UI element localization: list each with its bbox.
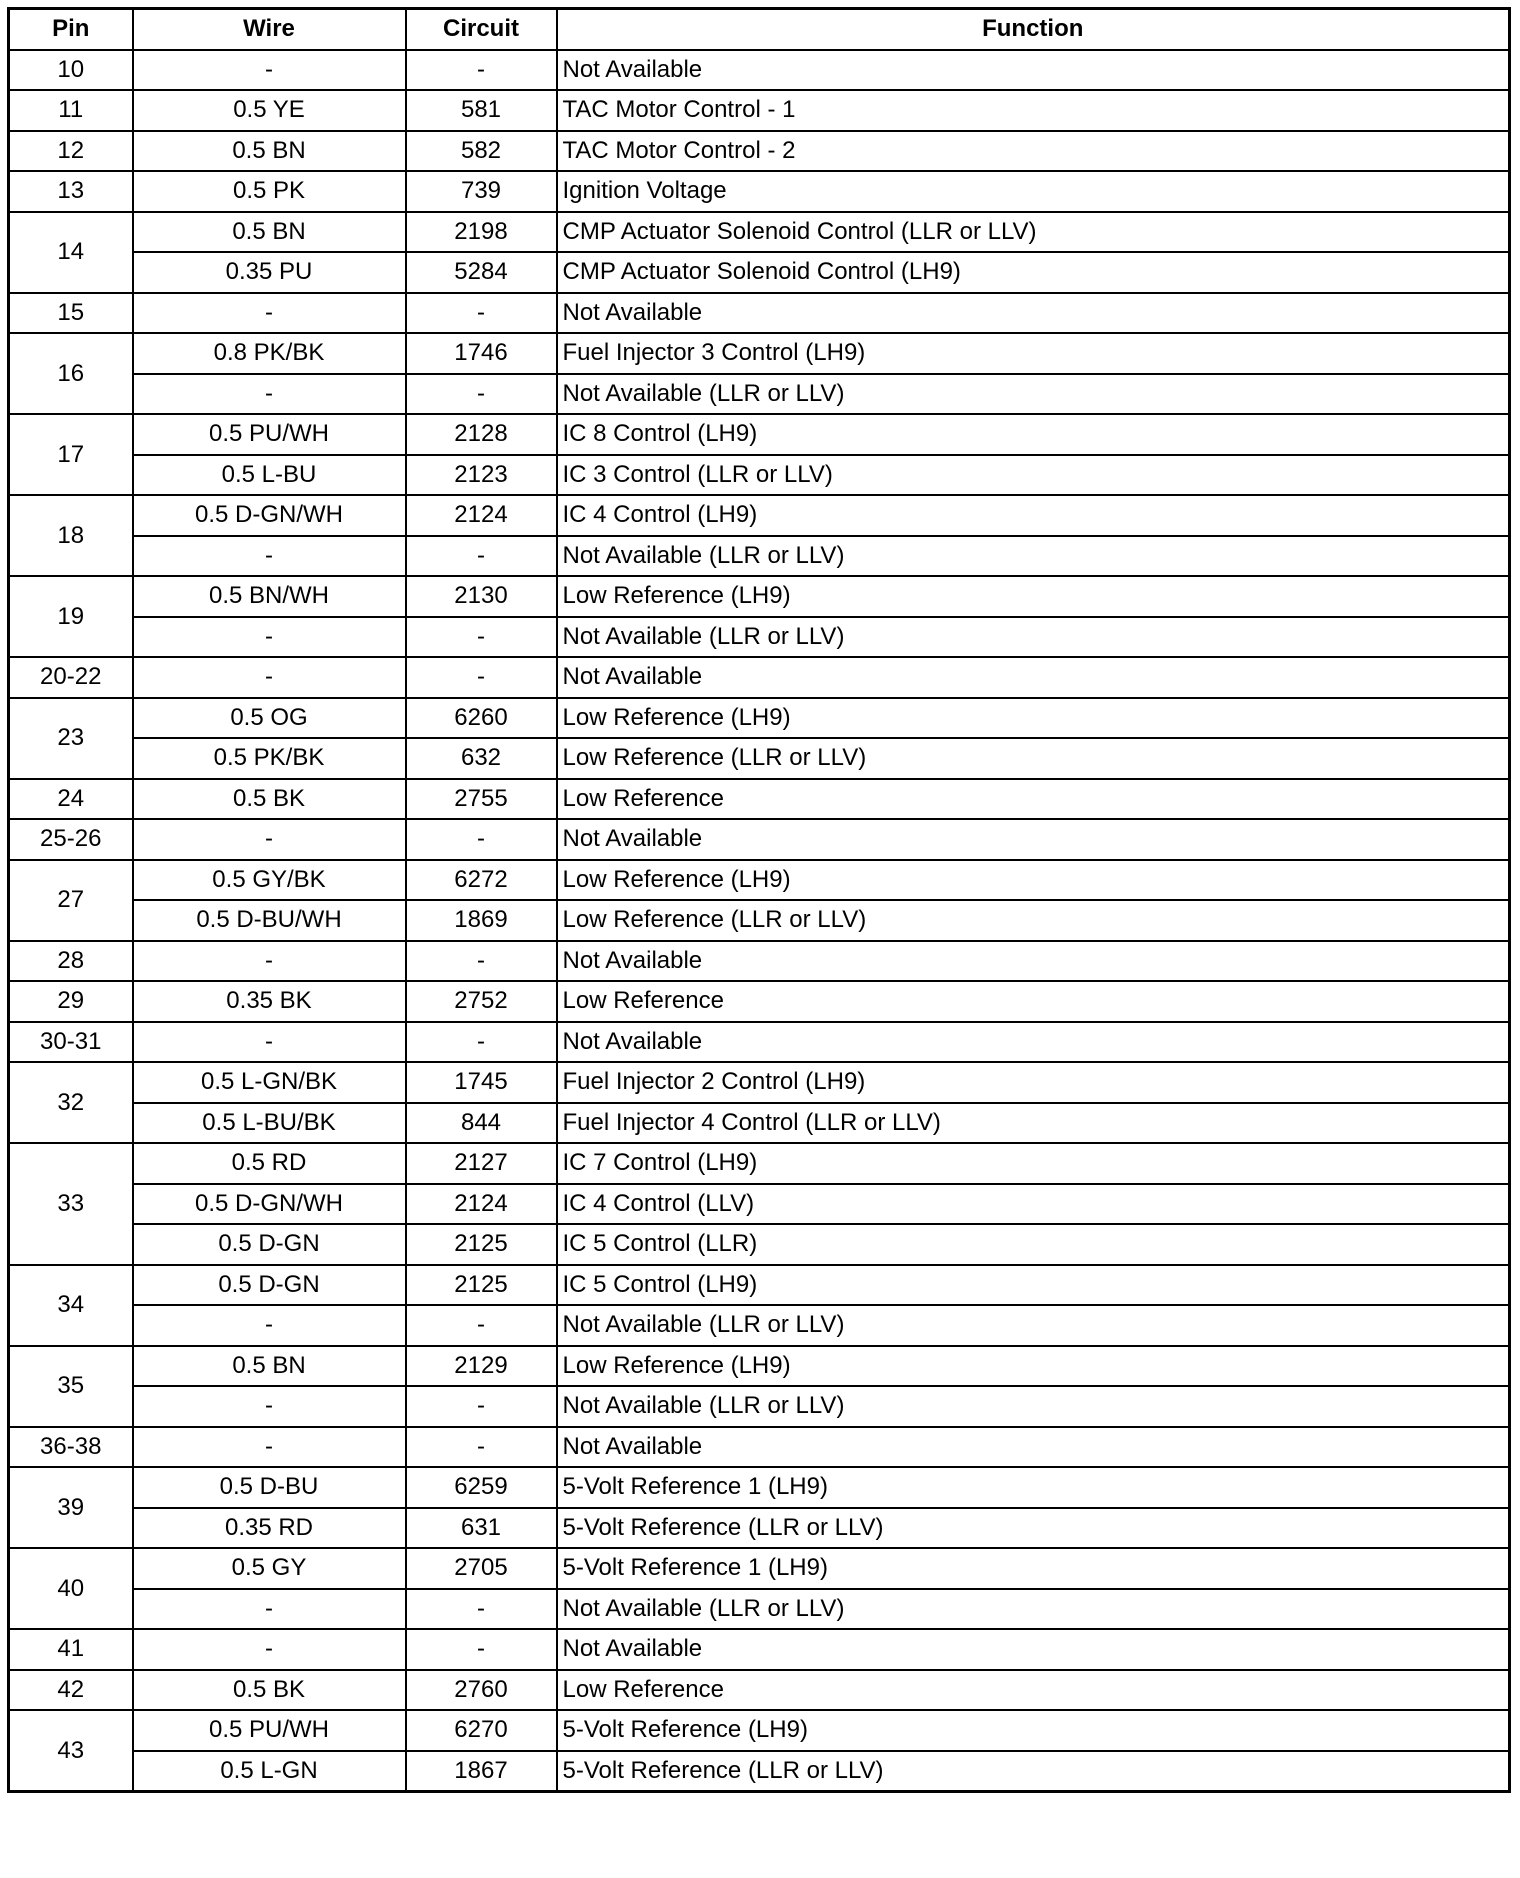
header-pin: Pin: [9, 9, 133, 50]
circuit-cell: 2129: [406, 1346, 557, 1387]
table-row: [9, 698, 1510, 739]
table-row: [9, 1346, 1510, 1387]
pin-cell: 24: [9, 779, 133, 820]
table-row: [9, 779, 1510, 820]
wire-cell: 0.5 BK: [133, 779, 406, 820]
circuit-cell: -: [406, 617, 557, 658]
wire-cell: -: [133, 1305, 406, 1346]
circuit-cell: -: [406, 50, 557, 91]
wire-cell: -: [133, 1427, 406, 1468]
pin-cell: 30-31: [9, 1022, 133, 1063]
function-cell: 5-Volt Reference (LLR or LLV): [557, 1751, 1510, 1792]
circuit-cell: 5284: [406, 252, 557, 293]
pin-cell: 10: [9, 50, 133, 91]
header-row: [9, 9, 1510, 50]
table-row: [9, 1062, 1510, 1103]
function-cell: Not Available (LLR or LLV): [557, 1305, 1510, 1346]
wire-cell: -: [133, 50, 406, 91]
wire-cell: 0.8 PK/BK: [133, 333, 406, 374]
function-cell: CMP Actuator Solenoid Control (LLR or LLV): [557, 212, 1510, 253]
table-row: [9, 333, 1510, 374]
table-row: [9, 1710, 1510, 1751]
function-cell: Not Available (LLR or LLV): [557, 1589, 1510, 1630]
table-row: [9, 738, 1510, 779]
function-cell: IC 4 Control (LH9): [557, 495, 1510, 536]
pin-cell: 33: [9, 1143, 133, 1265]
circuit-cell: -: [406, 1022, 557, 1063]
pin-cell: 12: [9, 131, 133, 172]
pin-cell: 15: [9, 293, 133, 334]
circuit-cell: -: [406, 374, 557, 415]
function-cell: Low Reference (LLR or LLV): [557, 900, 1510, 941]
wire-cell: 0.5 L-GN: [133, 1751, 406, 1792]
pin-cell: 20-22: [9, 657, 133, 698]
wire-cell: 0.5 BN/WH: [133, 576, 406, 617]
circuit-cell: -: [406, 1629, 557, 1670]
wire-cell: 0.5 L-GN/BK: [133, 1062, 406, 1103]
pin-cell: 28: [9, 941, 133, 982]
circuit-cell: -: [406, 941, 557, 982]
wire-cell: 0.5 PK: [133, 171, 406, 212]
circuit-cell: 6259: [406, 1467, 557, 1508]
wire-cell: -: [133, 819, 406, 860]
wire-cell: -: [133, 1386, 406, 1427]
table-row: [9, 1224, 1510, 1265]
pin-cell: 16: [9, 333, 133, 414]
pin-cell: 14: [9, 212, 133, 293]
table-row: [9, 1467, 1510, 1508]
table-row: [9, 1629, 1510, 1670]
table-row: [9, 576, 1510, 617]
pin-cell: 40: [9, 1548, 133, 1629]
function-cell: TAC Motor Control - 1: [557, 90, 1510, 131]
wire-cell: -: [133, 1022, 406, 1063]
wire-cell: -: [133, 941, 406, 982]
function-cell: IC 5 Control (LH9): [557, 1265, 1510, 1306]
circuit-cell: 632: [406, 738, 557, 779]
table-row: [9, 1589, 1510, 1630]
pin-cell: 18: [9, 495, 133, 576]
table-row: [9, 1305, 1510, 1346]
pin-table: [7, 7, 1511, 1793]
circuit-cell: 2125: [406, 1265, 557, 1306]
table-row: [9, 50, 1510, 91]
circuit-cell: 739: [406, 171, 557, 212]
header-circuit: Circuit: [406, 9, 557, 50]
wire-cell: 0.5 BN: [133, 131, 406, 172]
wire-cell: 0.5 PU/WH: [133, 1710, 406, 1751]
circuit-cell: 1745: [406, 1062, 557, 1103]
function-cell: Low Reference (LH9): [557, 860, 1510, 901]
wire-cell: -: [133, 1589, 406, 1630]
table-row: [9, 252, 1510, 293]
table-row: [9, 495, 1510, 536]
circuit-cell: -: [406, 1427, 557, 1468]
function-cell: IC 5 Control (LLR): [557, 1224, 1510, 1265]
pin-cell: 23: [9, 698, 133, 779]
pin-cell: 13: [9, 171, 133, 212]
wire-cell: -: [133, 536, 406, 577]
circuit-cell: 2124: [406, 1184, 557, 1225]
table-row: [9, 1143, 1510, 1184]
function-cell: IC 3 Control (LLR or LLV): [557, 455, 1510, 496]
function-cell: 5-Volt Reference (LH9): [557, 1710, 1510, 1751]
wire-cell: 0.35 PU: [133, 252, 406, 293]
header-wire: Wire: [133, 9, 406, 50]
circuit-cell: -: [406, 819, 557, 860]
wire-cell: -: [133, 617, 406, 658]
pin-cell: 43: [9, 1710, 133, 1792]
circuit-cell: 2123: [406, 455, 557, 496]
function-cell: Not Available: [557, 1427, 1510, 1468]
circuit-cell: 2198: [406, 212, 557, 253]
function-cell: 5-Volt Reference 1 (LH9): [557, 1548, 1510, 1589]
circuit-cell: -: [406, 1305, 557, 1346]
function-cell: 5-Volt Reference (LLR or LLV): [557, 1508, 1510, 1549]
function-cell: Not Available (LLR or LLV): [557, 1386, 1510, 1427]
table-row: [9, 617, 1510, 658]
table-row: [9, 1508, 1510, 1549]
circuit-cell: -: [406, 536, 557, 577]
circuit-cell: -: [406, 1386, 557, 1427]
wire-cell: 0.5 D-GN/WH: [133, 1184, 406, 1225]
circuit-cell: 2130: [406, 576, 557, 617]
wire-cell: 0.5 BN: [133, 1346, 406, 1387]
circuit-cell: 1746: [406, 333, 557, 374]
table-body: [9, 50, 1510, 1792]
circuit-cell: 1867: [406, 1751, 557, 1792]
circuit-cell: 2752: [406, 981, 557, 1022]
table-row: [9, 90, 1510, 131]
function-cell: Not Available: [557, 819, 1510, 860]
table-row: [9, 293, 1510, 334]
function-cell: Not Available: [557, 50, 1510, 91]
table-row: [9, 171, 1510, 212]
wire-cell: 0.5 PU/WH: [133, 414, 406, 455]
circuit-cell: 6260: [406, 698, 557, 739]
header-function: Function: [557, 9, 1510, 50]
circuit-cell: 2760: [406, 1670, 557, 1711]
function-cell: IC 4 Control (LLV): [557, 1184, 1510, 1225]
function-cell: Not Available: [557, 941, 1510, 982]
table-row: [9, 657, 1510, 698]
wire-cell: 0.5 L-BU: [133, 455, 406, 496]
wire-cell: 0.5 D-BU: [133, 1467, 406, 1508]
table-row: [9, 900, 1510, 941]
pin-cell: 39: [9, 1467, 133, 1548]
function-cell: Low Reference (LH9): [557, 576, 1510, 617]
function-cell: Low Reference: [557, 779, 1510, 820]
circuit-cell: 2124: [406, 495, 557, 536]
function-cell: Not Available (LLR or LLV): [557, 617, 1510, 658]
function-cell: CMP Actuator Solenoid Control (LH9): [557, 252, 1510, 293]
table-row: [9, 1670, 1510, 1711]
pin-cell: 19: [9, 576, 133, 657]
function-cell: Not Available: [557, 1629, 1510, 1670]
circuit-cell: 631: [406, 1508, 557, 1549]
circuit-cell: -: [406, 293, 557, 334]
function-cell: Not Available (LLR or LLV): [557, 536, 1510, 577]
function-cell: Fuel Injector 4 Control (LLR or LLV): [557, 1103, 1510, 1144]
table-row: [9, 819, 1510, 860]
pin-cell: 32: [9, 1062, 133, 1143]
table-row: [9, 536, 1510, 577]
table-row: [9, 1022, 1510, 1063]
table-row: [9, 131, 1510, 172]
circuit-cell: 6270: [406, 1710, 557, 1751]
circuit-cell: -: [406, 657, 557, 698]
function-cell: TAC Motor Control - 2: [557, 131, 1510, 172]
wire-cell: 0.5 D-GN/WH: [133, 495, 406, 536]
wire-cell: -: [133, 657, 406, 698]
wire-cell: -: [133, 374, 406, 415]
circuit-cell: 6272: [406, 860, 557, 901]
table-row: [9, 941, 1510, 982]
function-cell: Fuel Injector 3 Control (LH9): [557, 333, 1510, 374]
table-row: [9, 212, 1510, 253]
wire-cell: 0.5 YE: [133, 90, 406, 131]
table-row: [9, 860, 1510, 901]
pin-cell: 36-38: [9, 1427, 133, 1468]
wire-cell: 0.5 D-BU/WH: [133, 900, 406, 941]
function-cell: IC 7 Control (LH9): [557, 1143, 1510, 1184]
table-row: [9, 1103, 1510, 1144]
wire-cell: 0.5 RD: [133, 1143, 406, 1184]
circuit-cell: 2128: [406, 414, 557, 455]
circuit-cell: 581: [406, 90, 557, 131]
function-cell: Low Reference (LH9): [557, 1346, 1510, 1387]
wire-cell: 0.5 OG: [133, 698, 406, 739]
pin-cell: 41: [9, 1629, 133, 1670]
table-row: [9, 1548, 1510, 1589]
function-cell: Fuel Injector 2 Control (LH9): [557, 1062, 1510, 1103]
function-cell: Not Available (LLR or LLV): [557, 374, 1510, 415]
table-row: [9, 455, 1510, 496]
function-cell: 5-Volt Reference 1 (LH9): [557, 1467, 1510, 1508]
function-cell: Not Available: [557, 657, 1510, 698]
function-cell: Ignition Voltage: [557, 171, 1510, 212]
circuit-cell: 2127: [406, 1143, 557, 1184]
table-row: [9, 1265, 1510, 1306]
table-row: [9, 1184, 1510, 1225]
table-row: [9, 414, 1510, 455]
function-cell: Not Available: [557, 293, 1510, 334]
pin-cell: 34: [9, 1265, 133, 1346]
circuit-cell: -: [406, 1589, 557, 1630]
pin-cell: 29: [9, 981, 133, 1022]
wire-cell: 0.5 GY: [133, 1548, 406, 1589]
wire-cell: 0.5 BN: [133, 212, 406, 253]
circuit-cell: 2705: [406, 1548, 557, 1589]
pin-cell: 42: [9, 1670, 133, 1711]
circuit-cell: 844: [406, 1103, 557, 1144]
wire-cell: -: [133, 293, 406, 334]
function-cell: Low Reference: [557, 1670, 1510, 1711]
wire-cell: 0.5 PK/BK: [133, 738, 406, 779]
wire-cell: 0.35 BK: [133, 981, 406, 1022]
circuit-cell: 2755: [406, 779, 557, 820]
wire-cell: 0.5 D-GN: [133, 1224, 406, 1265]
wire-cell: 0.5 GY/BK: [133, 860, 406, 901]
function-cell: Low Reference (LLR or LLV): [557, 738, 1510, 779]
table-row: [9, 1386, 1510, 1427]
pin-cell: 11: [9, 90, 133, 131]
wire-cell: 0.5 BK: [133, 1670, 406, 1711]
circuit-cell: 582: [406, 131, 557, 172]
function-cell: Low Reference (LH9): [557, 698, 1510, 739]
pin-cell: 25-26: [9, 819, 133, 860]
pin-cell: 35: [9, 1346, 133, 1427]
table-row: [9, 1427, 1510, 1468]
circuit-cell: 2125: [406, 1224, 557, 1265]
pin-cell: 27: [9, 860, 133, 941]
circuit-cell: 1869: [406, 900, 557, 941]
function-cell: IC 8 Control (LH9): [557, 414, 1510, 455]
wire-cell: 0.5 D-GN: [133, 1265, 406, 1306]
function-cell: Not Available: [557, 1022, 1510, 1063]
pin-cell: 17: [9, 414, 133, 495]
table-row: [9, 981, 1510, 1022]
wire-cell: 0.5 L-BU/BK: [133, 1103, 406, 1144]
wire-cell: 0.35 RD: [133, 1508, 406, 1549]
table-row: [9, 1751, 1510, 1792]
table-row: [9, 374, 1510, 415]
wire-cell: -: [133, 1629, 406, 1670]
function-cell: Low Reference: [557, 981, 1510, 1022]
